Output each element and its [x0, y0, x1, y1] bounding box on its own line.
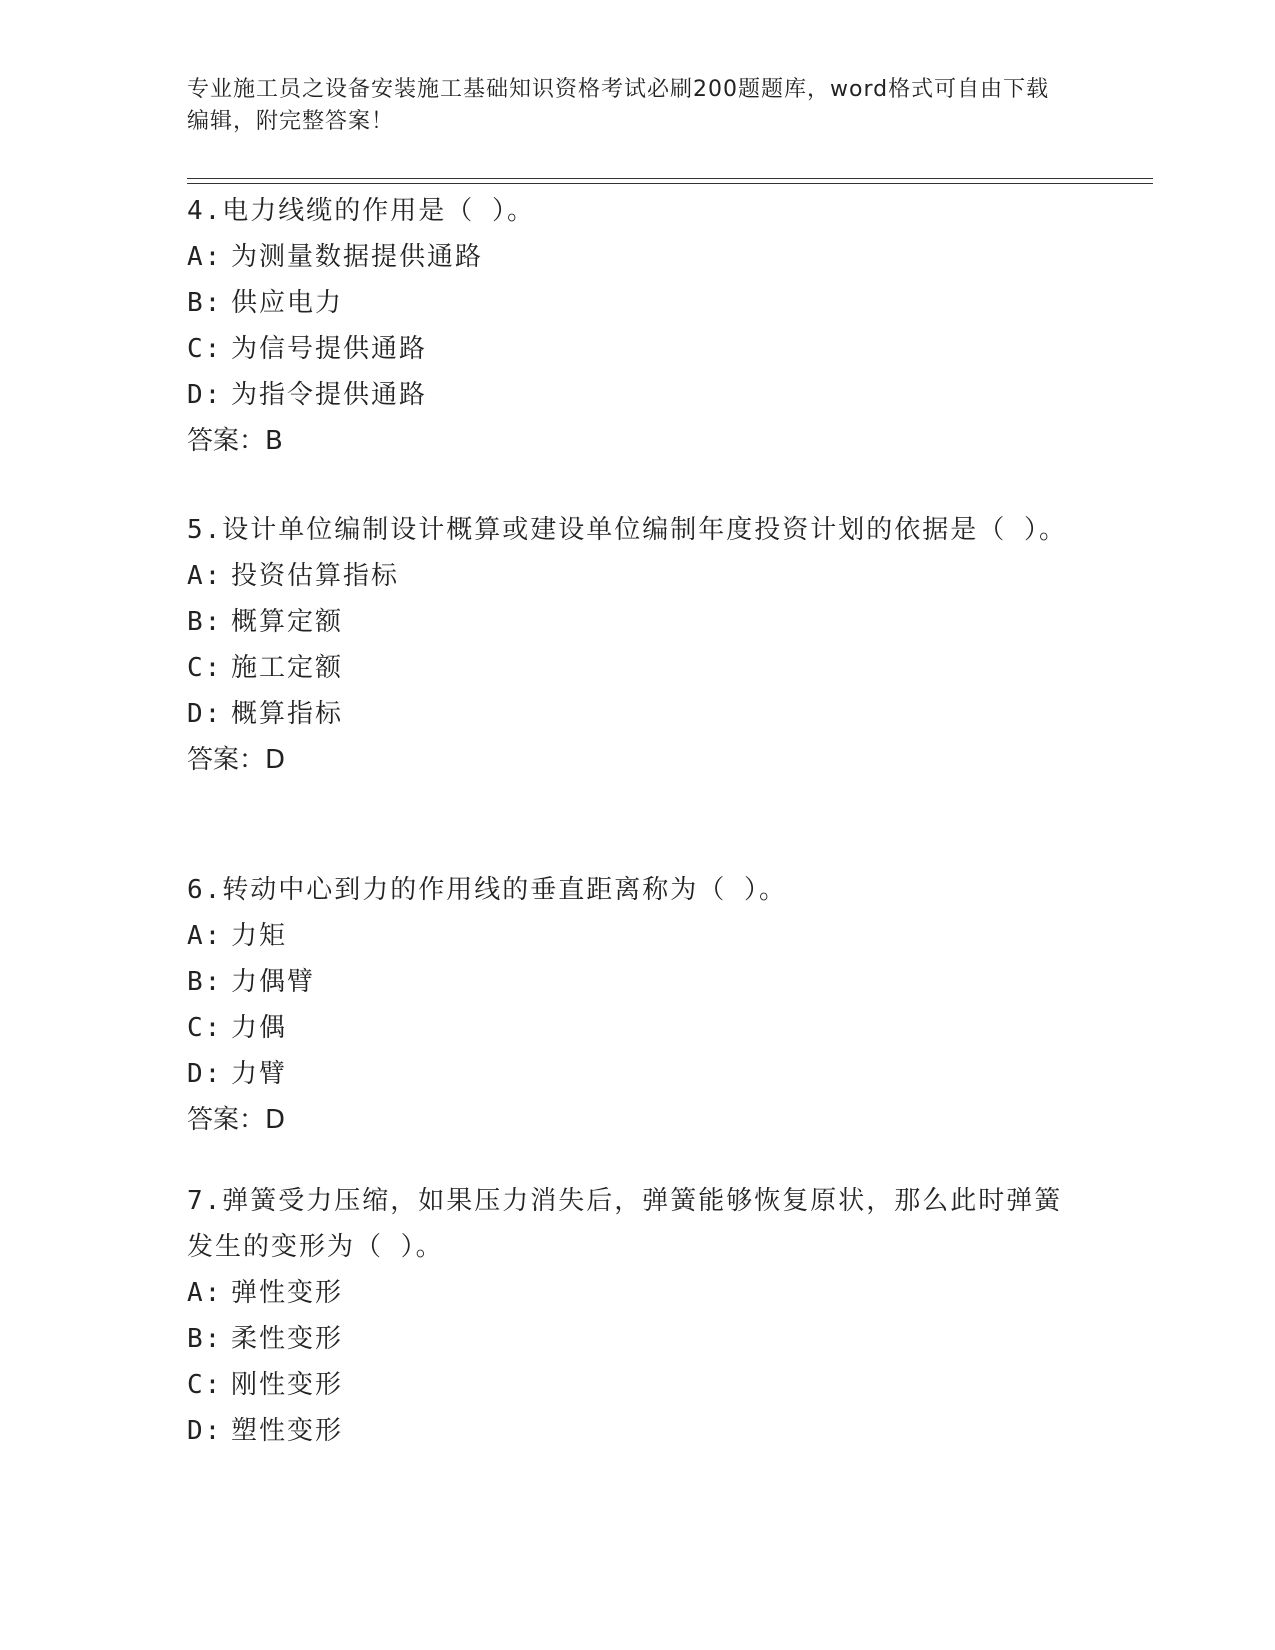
question-block [187, 188, 1067, 464]
document-header-title: 专业施工员之设备安装施工基础知识资格考试必刷200题题库，word格式可自由下载编辑，附完整答案！ [187, 77, 1050, 134]
answer-line: 答案：D [187, 745, 286, 775]
option-text: 为信号提供通路 [231, 334, 428, 364]
option-d [187, 691, 1067, 737]
option-letter: D: [187, 1416, 223, 1446]
option-letter: A: [187, 242, 223, 272]
option-letter: A: [187, 561, 223, 591]
option-letter: B: [187, 288, 223, 318]
option-letter: B: [187, 1324, 223, 1354]
option-text: 力矩 [231, 921, 288, 951]
option-b [187, 599, 1067, 645]
option-text: 供应电力 [231, 288, 344, 318]
header-divider-top [187, 178, 1153, 179]
option-letter: B: [187, 607, 223, 637]
question-block [187, 507, 1067, 783]
option-d [187, 1051, 1067, 1097]
option-letter: C: [187, 1013, 223, 1043]
option-d [187, 1408, 1067, 1454]
option-b [187, 1316, 1067, 1362]
option-text: 概算定额 [231, 607, 344, 637]
option-a [187, 234, 1067, 280]
option-text: 概算指标 [231, 699, 344, 729]
option-a [187, 1270, 1067, 1316]
option-text: 施工定额 [231, 653, 344, 683]
option-letter: D: [187, 380, 223, 410]
answer-line: 答案：B [187, 426, 283, 456]
option-letter: D: [187, 699, 223, 729]
header-divider-bottom [187, 183, 1153, 184]
option-letter: A: [187, 921, 223, 951]
option-text: 刚性变形 [231, 1370, 344, 1400]
option-text: 塑性变形 [231, 1416, 344, 1446]
option-letter: D: [187, 1059, 223, 1089]
question-stem: 6.转动中心到力的作用线的垂直距离称为（ ）。 [187, 875, 787, 905]
option-c [187, 326, 1067, 372]
option-letter: C: [187, 1370, 223, 1400]
option-text: 弹性变形 [231, 1278, 344, 1308]
question-block [187, 867, 1067, 1143]
option-d [187, 372, 1067, 418]
option-a [187, 913, 1067, 959]
option-b [187, 280, 1067, 326]
option-b [187, 959, 1067, 1005]
question-block [187, 1178, 1067, 1454]
option-c [187, 1005, 1067, 1051]
option-c [187, 645, 1067, 691]
option-text: 力偶 [231, 1013, 288, 1043]
question-stem: 7.弹簧受力压缩，如果压力消失后，弹簧能够恢复原状，那么此时弹簧发生的变形为（ ）。 [187, 1186, 1063, 1262]
question-stem: 4.电力线缆的作用是（ ）。 [187, 196, 535, 226]
option-letter: B: [187, 967, 223, 997]
answer-line: 答案：D [187, 1105, 286, 1135]
option-text: 为测量数据提供通路 [231, 242, 484, 272]
option-text: 为指令提供通路 [231, 380, 428, 410]
option-c [187, 1362, 1067, 1408]
option-a [187, 553, 1067, 599]
option-text: 力臂 [231, 1059, 288, 1089]
question-stem: 5.设计单位编制设计概算或建设单位编制年度投资计划的依据是（ ）。 [187, 515, 1067, 545]
option-letter: A: [187, 1278, 223, 1308]
option-text: 力偶臂 [231, 967, 316, 997]
option-letter: C: [187, 653, 223, 683]
option-text: 投资估算指标 [231, 561, 400, 591]
option-letter: C: [187, 334, 223, 364]
option-text: 柔性变形 [231, 1324, 344, 1354]
